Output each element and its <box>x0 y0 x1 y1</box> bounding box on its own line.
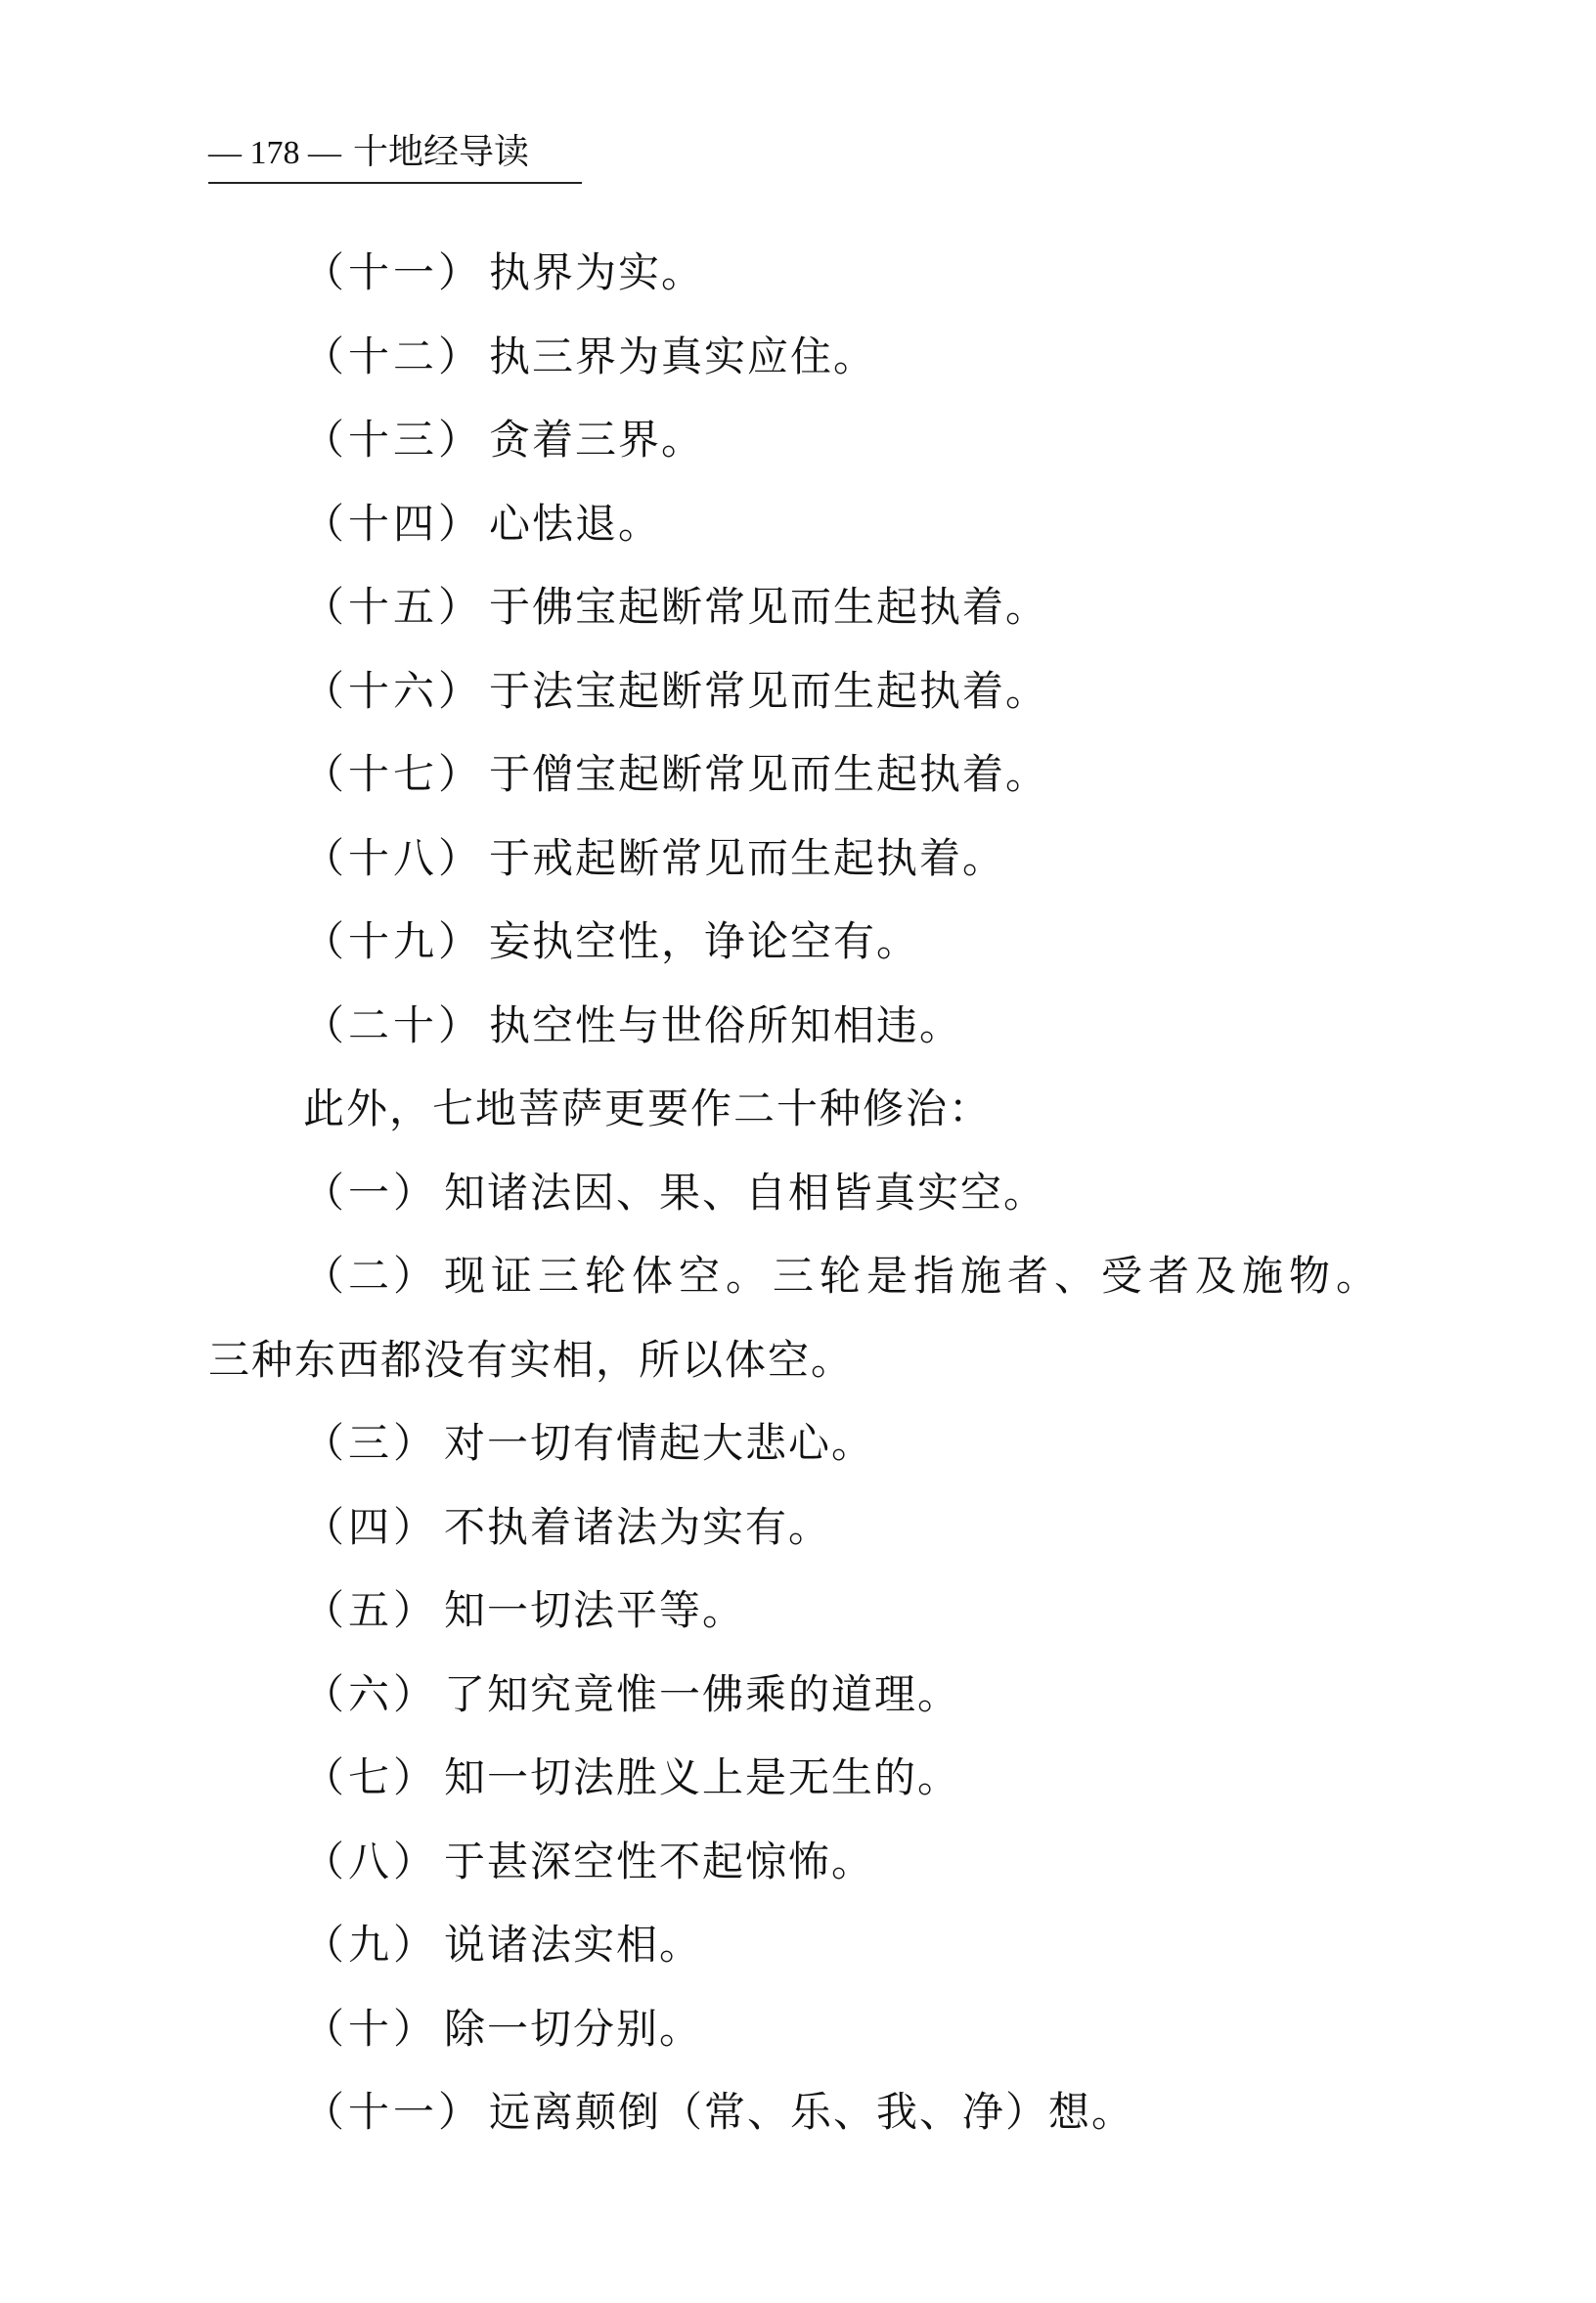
list-item <box>208 649 1441 733</box>
list-item <box>208 1569 1441 1653</box>
list-marker: （八） <box>303 1837 439 1885</box>
list-item-text: 于法宝起断常见而生起执着。 <box>489 666 1049 715</box>
list-item <box>208 1401 1441 1485</box>
list-item-text: 妄执空性，诤论空有。 <box>489 917 920 965</box>
list-item <box>208 398 1441 482</box>
list-item <box>208 565 1441 649</box>
list-item-text: 心怯退。 <box>489 499 662 548</box>
list-item-continuation: 三种东西都没有实相，所以体空。 <box>208 1335 855 1384</box>
list-marker: （十八） <box>303 833 484 882</box>
list-item-text: 了知究竟惟一佛乘的道理。 <box>444 1669 961 1718</box>
intro-paragraph: 此外，七地菩萨更要作二十种修治： <box>303 1085 993 1132</box>
list-item <box>208 817 1441 901</box>
list-item <box>208 1820 1441 1904</box>
list-item <box>208 984 1441 1068</box>
body-text <box>208 231 1441 2154</box>
list-item-text: 现证三轮体空。三轮是指施者、受者及施物。 <box>444 1252 1384 1300</box>
list-marker: （十二） <box>303 332 484 380</box>
list-item <box>208 1987 1441 2071</box>
header-rule <box>208 182 582 184</box>
list-item <box>208 732 1441 817</box>
running-header <box>208 127 529 178</box>
list-marker: （十四） <box>303 499 484 548</box>
list-item-text: 执界为实。 <box>489 248 705 296</box>
list-marker: （一） <box>303 1168 439 1217</box>
list-marker: （十一） <box>303 2088 484 2136</box>
book-title: 十地经导读 <box>353 132 530 172</box>
list-item-text: 贪着三界。 <box>489 416 705 464</box>
list-item-text: 执三界为真实应住。 <box>489 332 877 380</box>
list-marker: （十九） <box>303 917 484 965</box>
list-marker: （十三） <box>303 416 484 464</box>
list-item-text: 于僧宝起断常见而生起执着。 <box>489 750 1049 798</box>
list-item <box>208 1234 1441 1318</box>
list-item-text: 远离颠倒（常、乐、我、净）想。 <box>489 2088 1135 2136</box>
list-item-text: 知一切法平等。 <box>444 1586 746 1634</box>
list-marker: （十七） <box>303 750 484 798</box>
list-marker: （七） <box>303 1753 439 1801</box>
list-item-text: 对一切有情起大悲心。 <box>444 1419 875 1467</box>
list-marker: （九） <box>303 1921 439 1969</box>
list-item <box>208 900 1441 984</box>
list-marker: （二十） <box>303 1000 484 1049</box>
list-item-text: 于戒起断常见而生起执着。 <box>489 833 1006 882</box>
list-item <box>208 1653 1441 1737</box>
list-item-text: 于甚深空性不起惊怖。 <box>444 1837 875 1885</box>
list-item-text: 知一切法胜义上是无生的。 <box>444 1753 961 1801</box>
list-marker: （十一） <box>303 248 484 296</box>
list-item <box>208 1736 1441 1820</box>
list-item <box>208 2070 1441 2154</box>
list-item <box>208 1485 1441 1570</box>
list-marker: （十） <box>303 2004 439 2053</box>
list-item-text: 于佛宝起断常见而生起执着。 <box>489 583 1049 631</box>
list-marker: （六） <box>303 1669 439 1718</box>
list-item <box>208 231 1441 315</box>
list-item <box>208 482 1441 566</box>
list-marker: （三） <box>303 1419 439 1467</box>
page-number: — 178 — <box>208 135 341 171</box>
list-marker: （十六） <box>303 666 484 715</box>
list-item <box>208 315 1441 399</box>
list-item <box>208 1151 1441 1235</box>
list-item-text: 说诸法实相。 <box>444 1921 703 1969</box>
list-item-text: 执空性与世俗所知相违。 <box>489 1000 963 1049</box>
list-marker: （四） <box>303 1502 439 1551</box>
list-item-text: 不执着诸法为实有。 <box>444 1502 832 1551</box>
list-item-text: 除一切分别。 <box>444 2004 703 2053</box>
list-item-text: 知诸法因、果、自相皆真实空。 <box>444 1168 1047 1217</box>
list-marker: （二） <box>303 1252 439 1300</box>
list-item <box>208 1903 1441 1987</box>
list-marker: （十五） <box>303 583 484 631</box>
list-marker: （五） <box>303 1586 439 1634</box>
